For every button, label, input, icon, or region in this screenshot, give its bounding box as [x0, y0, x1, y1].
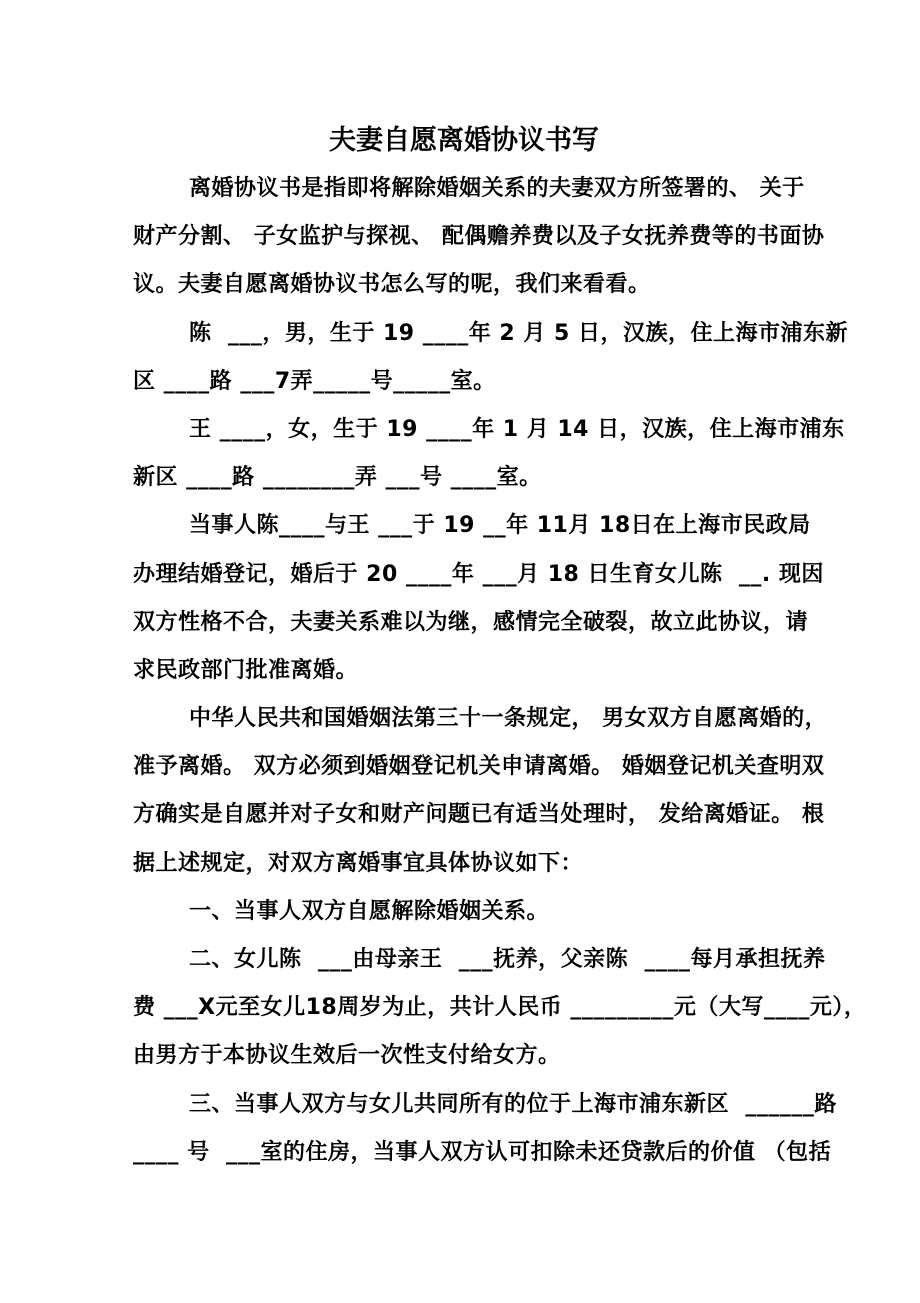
paragraph — [133, 406, 845, 502]
text-line: 三、当事人双方与女儿共同所有的位于上海市浦东新区 ______路 — [189, 1091, 837, 1117]
text-line: 当事人陈____与王 ___于 19 __年 11月 18日在上海市民政局 — [189, 513, 811, 539]
text-line: 议。夫妻自愿离婚协议书怎么写的呢，我们来看看。 — [133, 272, 651, 298]
text-line: 王 ____，女，生于 19 ____年 1 月 14 日，汉族，住上海市浦东 — [189, 416, 845, 442]
text-line: 求民政部门批准离婚。 — [133, 657, 359, 683]
paragraph — [133, 310, 849, 406]
document-title: 夫妻自愿离婚协议书写 — [329, 125, 599, 156]
text-line: 据上述规定，对双方离婚事宜具体协议如下： — [133, 850, 584, 876]
text-line: ____ 号 ___室的住房，当事人双方认可扣除未还贷款后的价值 （包括 — [133, 1139, 832, 1165]
paragraph — [133, 1081, 837, 1177]
text-line: 离婚协议书是指即将解除婚姻关系的夫妻双方所签署的、 关于 — [189, 176, 805, 201]
text-line: 二、女儿陈 ___由母亲王 ___抚养，父亲陈 ____每月承担抚养 — [189, 947, 826, 972]
text-line: 费 ___X元至女儿18周岁为止，共计人民币 _________元（大写____元）， — [133, 995, 867, 1021]
text-line: 办理结婚登记，婚后于 20 ____年 ___月 18 日生育女儿陈 __. 现因 — [133, 561, 824, 587]
paragraph — [133, 165, 825, 310]
text-line: 一、当事人双方自愿解除婚姻关系。 — [189, 898, 550, 924]
text-line: 中华人民共和国婚姻法第三十一条规定， 男女双方自愿离婚的， — [189, 706, 828, 732]
paragraph — [133, 695, 828, 888]
text-line: 方确实是自愿并对子女和财产问题已有适当处理时， 发给离婚证。 根 — [133, 802, 825, 828]
document-content — [133, 0, 867, 1177]
text-line: 准予离婚。 双方必须到婚姻登记机关申请离婚。 婚姻登记机关查明双 — [133, 754, 825, 780]
text-line: 由男方于本协议生效后一次性支付给女方。 — [133, 1043, 561, 1069]
text-line: 双方性格不合，夫妻关系难以为继，感情完全破裂，故立此协议，请 — [133, 609, 809, 635]
paragraph — [133, 936, 867, 1081]
text-line: 新区 ____路 ________弄 ___号 ____室。 — [133, 465, 542, 491]
text-line: 财产分割、 子女监护与探视、 配偶赡养费以及子女抚养费等的书面协 — [133, 224, 825, 250]
paragraph — [133, 888, 795, 936]
document-body — [133, 165, 867, 1177]
text-line: 区 ____路 ___7弄_____号_____室。 — [133, 368, 496, 394]
text-line: 陈 ___，男，生于 19 ____年 2 月 5 日，汉族，住上海市浦东新 — [189, 320, 849, 346]
paragraph — [133, 502, 824, 695]
